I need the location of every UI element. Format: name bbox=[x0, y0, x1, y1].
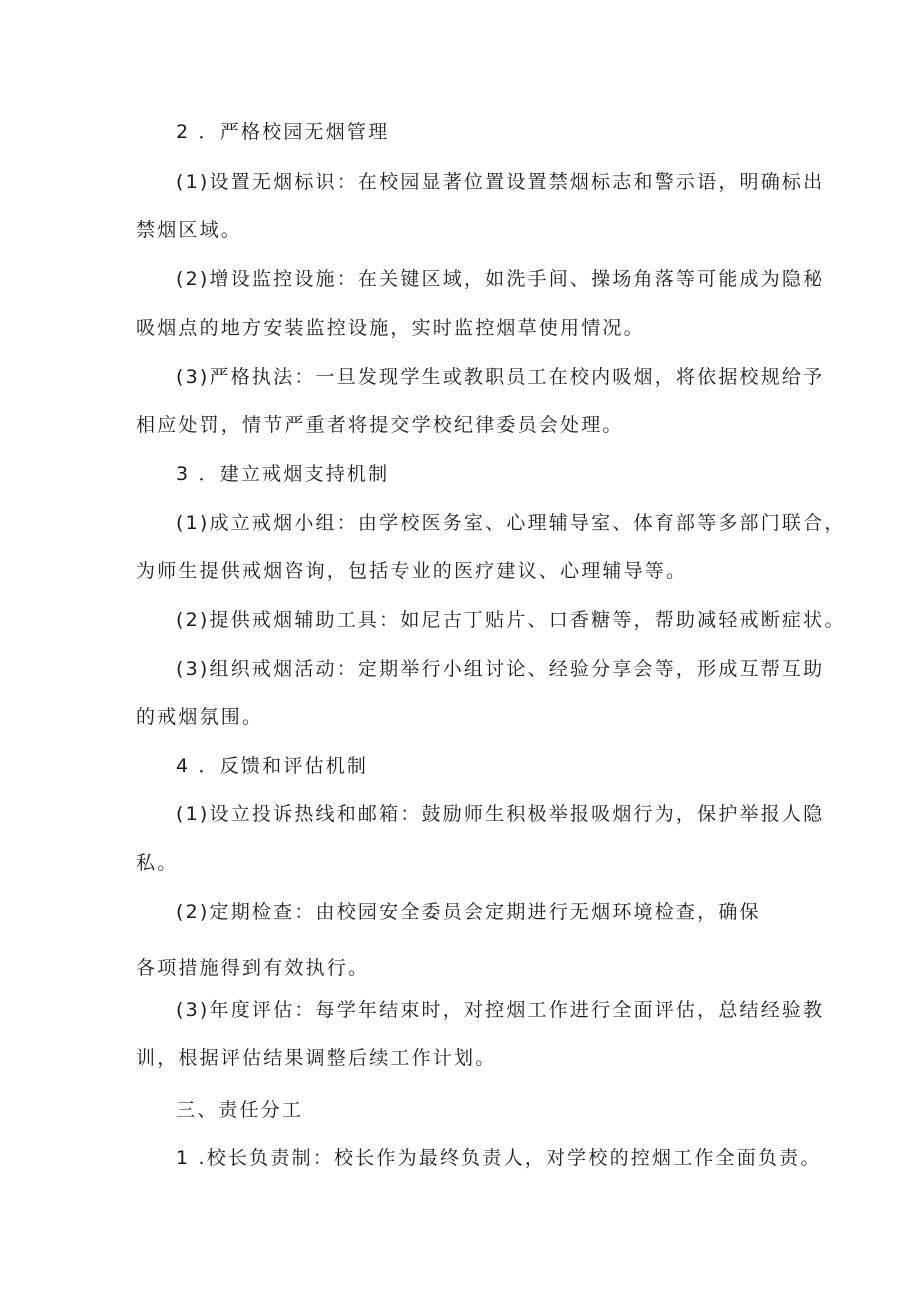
paragraph-line: 1 .校长负责制：校长作为最终负责人，对学校的控烟工作全面负责。 bbox=[176, 1147, 822, 1169]
paragraph-line: (2)增设监控设施：在关键区域，如洗手间、操场角落等可能成为隐秘 bbox=[176, 268, 825, 290]
paragraph-line: (2)定期检查：由校园安全委员会定期进行无烟环境检查，确保 bbox=[176, 901, 761, 923]
section-heading-2: 2 ．严格校园无烟管理 bbox=[176, 121, 390, 143]
paragraph-line: 吸烟点的地方安装监控设施，实时监控烟草使用情况。 bbox=[136, 317, 645, 339]
paragraph-line: (3)严格执法：一旦发现学生或教职员工在校内吸烟，将依据校规给予 bbox=[176, 366, 825, 388]
paragraph-line: (3)年度评估：每学年结束时，对控烟工作进行全面评估，总结经验教 bbox=[176, 999, 825, 1021]
section-heading-4: 4 ．反馈和评估机制 bbox=[176, 755, 369, 777]
paragraph-line: (1)设立投诉热线和邮箱：鼓励师生积极举报吸烟行为，保护举报人隐 bbox=[176, 803, 825, 825]
paragraph-line: 的戒烟氛围。 bbox=[136, 706, 264, 728]
paragraph-line: 私。 bbox=[136, 852, 179, 874]
paragraph-line: 各项措施得到有效执行。 bbox=[136, 957, 370, 979]
paragraph-line: 为师生提供戒烟咨询，包括专业的医疗建议、心理辅导等。 bbox=[136, 560, 688, 582]
paragraph-line: 训，根据评估结果调整后续工作计划。 bbox=[136, 1047, 497, 1069]
paragraph-line: (2)提供戒烟辅助工具：如尼古丁贴片、口香糖等，帮助减轻戒断症状。 bbox=[176, 609, 846, 631]
section-heading-3: 3 ．建立戒烟支持机制 bbox=[176, 463, 390, 485]
paragraph-line: (3)组织戒烟活动：定期举行小组讨论、经验分享会等，形成互帮互助 bbox=[176, 658, 825, 680]
chapter-heading: 三、责任分工 bbox=[176, 1099, 304, 1121]
paragraph-line: (1)设置无烟标识：在校园显著位置设置禁烟标志和警示语，明确标出 bbox=[176, 171, 825, 193]
paragraph-line: 相应处罚，情节严重者将提交学校纪律委员会处理。 bbox=[136, 414, 624, 436]
paragraph-line: (1)成立戒烟小组：由学校医务室、心理辅导室、体育部等多部门联合， bbox=[176, 512, 846, 534]
paragraph-line: 禁烟区域。 bbox=[136, 219, 243, 241]
